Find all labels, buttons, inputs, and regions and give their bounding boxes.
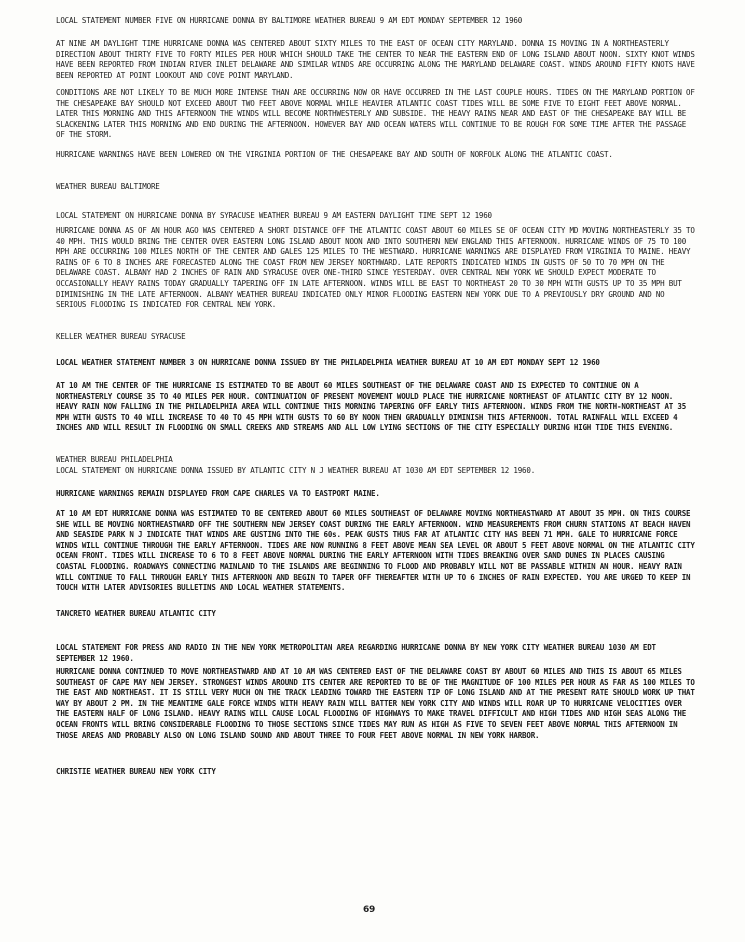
- baltimore-statement-heading: LOCAL STATEMENT NUMBER FIVE ON HURRICANE DONNA BY BALTIMORE WEATHER BUREAU 9 AM EDT MONDAY SEPTEMBER 12 1960: [56, 16, 523, 25]
- page-number: 69: [363, 905, 376, 915]
- philadelphia-statement-heading: LOCAL WEATHER STATEMENT NUMBER 3 ON HURRICANE DONNA ISSUED BY THE PHILADELPHIA WEATHER BUREAU AT 10 AM EDT MONDAY SEPT 12 1960: [56, 358, 600, 367]
- syracuse-statement-heading: LOCAL STATEMENT ON HURRICANE DONNA BY SYRACUSE WEATHER BUREAU 9 AM EASTERN DAYLIGHT TIME SEPT 12 1960: [56, 211, 492, 220]
- baltimore-statement-paragraph-1: AT NINE AM DAYLIGHT TIME HURRICANE DONNA WAS CENTERED ABOUT SIXTY MILES TO THE EAST OF OCEAN CITY MARYLAND. DONNA IS MOVING IN A NORTHEASTERLY DIRECTION ABOUT THIRTY FIVE TO FORTY MILES PER HOUR WHICH SHOULD TAKE THE CENTER TO NEAR THE EASTERN END OF LONG ISLAND ABOUT NOON. SIXTY KNOT WINDS HAVE BEEN REPORTED FROM INDIAN RIVER INLET DELAWARE AND SIMILAR WINDS ARE OCCURRING ALONG THE MARYLAND DELAWARE COAST. WINDS AROUND FIFTY KNOTS HAVE BEEN REPORTED AT POINT LOOKOUT AND COVE POINT MARYLAND.: [56, 39, 695, 80]
- baltimore-statement-paragraph-3: HURRICANE WARNINGS HAVE BEEN LOWERED ON THE VIRGINIA PORTION OF THE CHESAPEAKE BAY AND SOUTH OF NORFOLK ALONG THE ATLANTIC COAST.: [56, 150, 613, 159]
- atlantic-city-statement-heading: LOCAL STATEMENT ON HURRICANE DONNA ISSUED BY ATLANTIC CITY N J WEATHER BUREAU AT 1030 AM EDT SEPTEMBER 12 1960.: [56, 466, 536, 475]
- philadelphia-signature: WEATHER BUREAU PHILADELPHIA: [56, 455, 173, 464]
- syracuse-signature: KELLER WEATHER BUREAU SYRACUSE: [56, 332, 186, 341]
- philadelphia-statement-paragraph: AT 10 AM THE CENTER OF THE HURRICANE IS ESTIMATED TO BE ABOUT 60 MILES SOUTHEAST OF THE DELAWARE COAST AND IS EXPECTED TO CONTINUE ON A NORTHEASTERLY COURSE 35 TO 40 MILES PER HOUR. CONTINUATION OF PRESENT MOVEMENT WOULD PLACE THE HURRICANE NORTHEAST OF ATLANTIC CITY BY 12 NOON. HEAVY RAIN NOW FALLING IN THE PHILADELPHIA AREA WILL CONTINUE THIS MORNING TAPERING OFF EARLY THIS AFTERNOON. WINDS FROM THE NORTH-NORTHEAST AT 35 MPH WITH GUSTS TO 40 WILL INCREASE TO 40 TO 45 MPH WITH GUSTS TO 60 BY NOON THEN GRADUALLY DIMINISH THIS AFTERNOON. TOTAL RAINFALL WILL EXCEED 4 INCHES AND WILL RESULT IN FLOODING ON SMALL CREEKS AND STREAMS AND ALL LOW LYING SECTIONS OF THE CITY ESPECIALLY DURING HIGH TIDE THIS EVENING.: [56, 381, 687, 433]
- new-york-statement-heading: LOCAL STATEMENT FOR PRESS AND RADIO IN THE NEW YORK METROPOLITAN AREA REGARDING HURRICANE DONNA BY NEW YORK CITY WEATHER BUREAU 1030 AM EDT SEPTEMBER 12 1960.: [56, 643, 656, 663]
- atlantic-city-statement-paragraph: AT 10 AM EDT HURRICANE DONNA WAS ESTIMATED TO BE CENTERED ABOUT 60 MILES SOUTHEAST OF DELAWARE MOVING NORTHEASTWARD AT ABOUT 35 MPH. ON THIS COURSE SHE WILL BE MOVING NORTHEASTWARD OFF THE SOUTHERN NEW JERSEY COAST DURING THE EARLY AFTERNOON. WIND MEASUREMENTS FROM CHURN STATIONS AT BEACH HAVEN AND SEASIDE PARK N J INDICATE THAT WINDS ARE GUSTING INTO THE 60s. PEAK GUSTS THUS FAR AT ATLANTIC CITY HAS BEEN 71 MPH. GALE TO HURRICANE FORCE WINDS WILL CONTINUE THROUGH THE EARLY AFTERNOON. TIDES ARE NOW RUNNING 8 FEET ABOVE MEAN SEA LEVEL OR ABOUT 5 FEET ABOVE NORMAL ON THE ATLANTIC CITY OCEAN FRONT. TIDES WILL INCREASE TO 6 TO 8 FEET ABOVE NORMAL DURING THE EARLY AFTERNOON WITH TIDES BREAKING OVER SAND DUNES IN PLACES CAUSING COASTAL FLOODING. ROADWAYS CONNECTING MAINLAND TO THE ISLANDS ARE BEGINNING TO FLOOD AND PROBABLY WILL NOT BE PASSABLE WITHIN AN HOUR. HEAVY RAIN WILL CONTINUE TO FALL THROUGH EARLY THIS AFTERNOON AND BEGIN TO TAPER OFF THEREAFTER WITH UP TO 6 INCHES OF RAIN EXPECTED. YOU ARE URGED TO KEEP IN TOUCH WITH LATER ADVISORIES BULLETINS AND LOCAL WEATHER STATEMENTS.: [56, 509, 695, 593]
- atlantic-city-signature: TANCRETO WEATHER BUREAU ATLANTIC CITY: [56, 609, 216, 618]
- atlantic-city-warnings-line: HURRICANE WARNINGS REMAIN DISPLAYED FROM CAPE CHARLES VA TO EASTPORT MAINE.: [56, 489, 380, 498]
- new-york-statement-paragraph: HURRICANE DONNA CONTINUED TO MOVE NORTHEASTWARD AND AT 10 AM WAS CENTERED EAST OF THE DELAWARE COAST BY ABOUT 60 MILES AND THIS IS ABOUT 65 MILES SOUTHEAST OF CAPE MAY NEW JERSEY. STRONGEST WINDS AROUND ITS CENTER ARE REPORTED TO BE OF THE MAGNITUDE OF 100 MILES PER HOUR AS FAR AS 100 MILES TO THE EAST AND NORTHEAST. IT IS STILL VERY MUCH ON THE TRACK LEADING TOWARD THE EASTERN TIP OF LONG ISLAND AND AT THE PRESENT RATE SHOULD WORK UP THAT WAY BY ABOUT 2 PM. IN THE MEANTIME GALE FORCE WINDS WITH HEAVY RAIN WILL BATTER NEW YORK CITY AND WINDS WILL ROAR UP TO HURRICANE VELOCITIES OVER THE EASTERN HALF OF LONG ISLAND. HEAVY RAINS WILL CAUSE LOCAL FLOODING OF HIGHWAYS TO MAKE TRAVEL DIFFICULT AND HIGH TIDES AND HIGH SEAS ALONG THE OCEAN FRONTS WILL BRING CONSIDERABLE FLOODING TO THOSE SECTIONS SINCE TIDES MAY RUN AS HIGH AS FIVE TO SEVEN FEET ABOVE NORMAL THIS AFTERNOON IN THOSE AREAS AND PROBABLY ALSO ON LONG ISLAND SOUND AND ABOUT THREE TO FOUR FEET ABOVE NORMAL IN NEW YORK HARBOR.: [56, 667, 695, 740]
- baltimore-signature: WEATHER BUREAU BALTIMORE: [56, 182, 160, 191]
- baltimore-statement-paragraph-2: CONDITIONS ARE NOT LIKELY TO BE MUCH MORE INTENSE THAN ARE OCCURRING NOW OR HAVE OCCURRED IN THE LAST COUPLE HOURS. TIDES ON THE MARYLAND PORTION OF THE CHESAPEAKE BAY SHOULD NOT EXCEED ABOUT TWO FEET ABOVE NORMAL WHILE HEAVIER ATLANTIC COAST TIDES WILL BE SOME FIVE TO EIGHT FEET ABOVE NORMAL. LATER THIS MORNING AND THIS AFTERNOON THE WINDS WILL BECOME NORTHWESTERLY AND SUBSIDE. THE HEAVY RAINS NEAR AND EAST OF THE CHESAPEAKE BAY WILL BE SLACKENING LATER THIS MORNING AND END DURING THE AFTERNOON. HOWEVER BAY AND OCEAN WATERS WILL CONTINUE TO BE ROUGH FOR SOME TIME AFTER THE PASSAGE OF THE STORM.: [56, 88, 695, 140]
- new-york-signature: CHRISTIE WEATHER BUREAU NEW YORK CITY: [56, 767, 216, 776]
- syracuse-statement-paragraph: HURRICANE DONNA AS OF AN HOUR AGO WAS CENTERED A SHORT DISTANCE OFF THE ATLANTIC COAST ABOUT 60 MILES SE OF OCEAN CITY MD MOVING NORTHEASTERLY 35 TO 40 MPH. THIS WOULD BRING THE CENTER OVER EASTERN LONG ISLAND ABOUT NOON AND INTO SOUTHERN NEW ENGLAND THIS AFTERNOON. HURRICANE WINDS OF 75 TO 100 MPH ARE OCCURRING 100 MILES NORTH OF THE CENTER AND GALES 125 MILES TO THE WESTWARD. HURRICANE WARNINGS ARE DISPLAYED FROM VIRGINIA TO MAINE. HEAVY RAINS OF 6 TO 8 INCHES ARE FORECASTED ALONG THE COAST FROM NEW JERSEY NORTHWARD. LATE REPORTS INDICATED WINDS IN GUSTS OF 50 TO 70 MPH ON THE DELAWARE COAST. ALBANY HAD 2 INCHES OF RAIN AND SYRACUSE OVER ONE-THIRD SINCE YESTERDAY. OVER CENTRAL NEW YORK WE SHOULD EXPECT MODERATE TO OCCASIONALLY HEAVY RAINS TODAY GRADUALLY TAPERING OFF IN LATE AFTERNOON. WINDS WILL BE EAST TO NORTHEAST 20 TO 30 MPH WITH GUSTS UP TO 35 MPH BUT DIMINISHING IN THE LATE AFTERNOON. ALBANY WEATHER BUREAU INDICATED ONLY MINOR FLOODING EASTERN NEW YORK DUE TO A PREVIOUSLY DRY GROUND AND NO SERIOUS FLOODING IS INDICATED FOR CENTRAL NEW YORK.: [56, 226, 695, 310]
